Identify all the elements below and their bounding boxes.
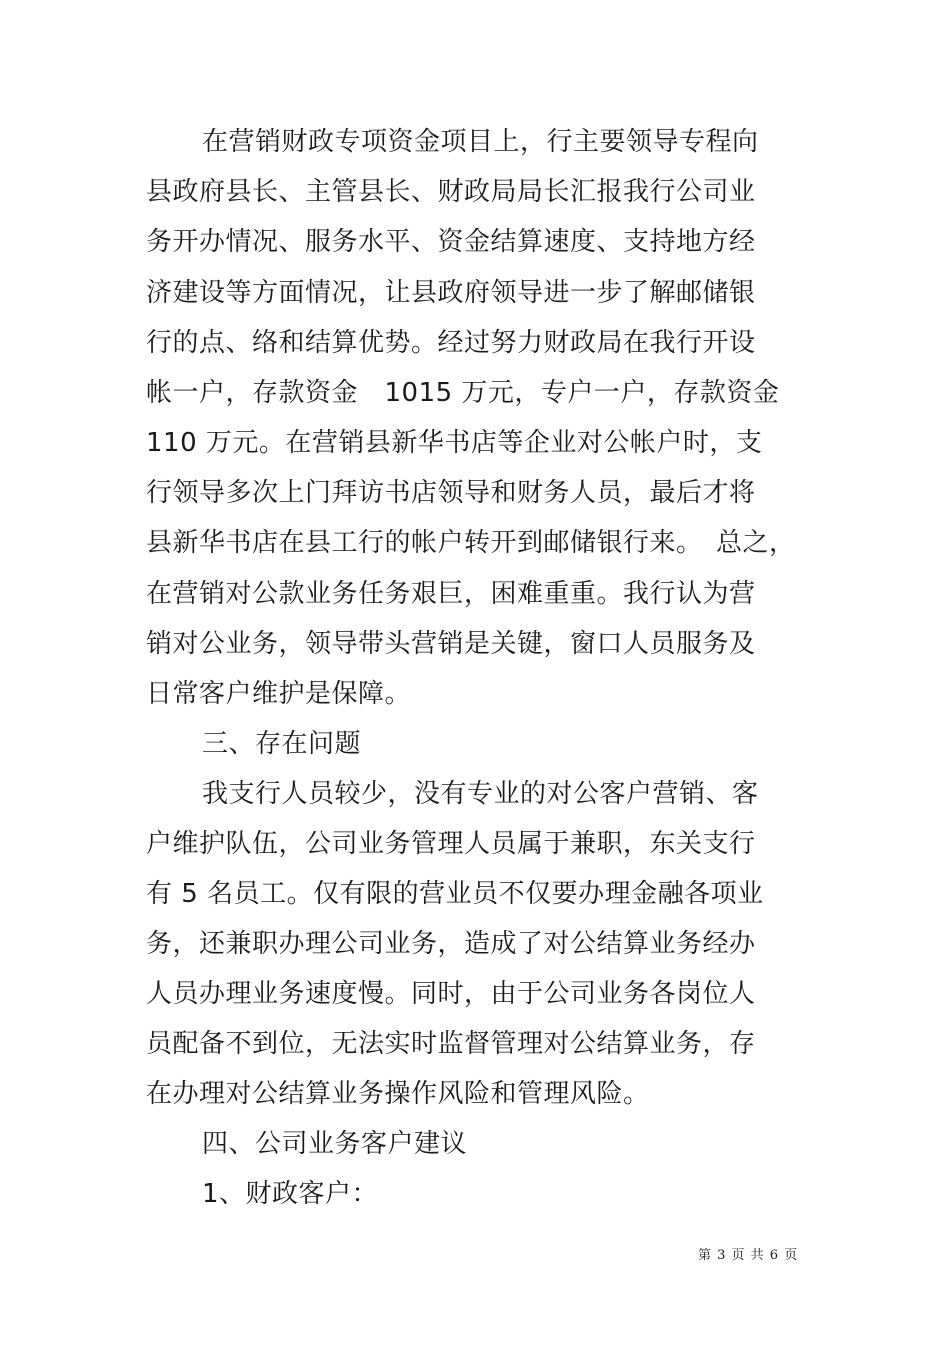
text-line: 县新华书店在县工行的帐户转开到邮储银行来。 总之， xyxy=(146,528,796,558)
text-line: 务开办情况、服务水平、资金结算速度、支持地方经 xyxy=(146,227,756,257)
text-line: 行领导多次上门拜访书店领导和财务人员，最后才将 xyxy=(146,478,756,508)
text-line: 行的点、络和结算优势。经过努力财政局在我行开设 xyxy=(146,328,756,358)
text-line: 有 5 名员工。仅有限的营业员不仅要办理金融各项业 xyxy=(146,879,764,909)
text-line: 户维护队伍，公司业务管理人员属于兼职，东关支行 xyxy=(146,829,756,859)
text-line: 我支行人员较少，没有专业的对公客户营销、客 xyxy=(202,779,759,809)
text-line: 员配备不到位，无法实时监督管理对公结算业务，存 xyxy=(146,1029,756,1059)
text-line: 在营销财政专项资金项目上，行主要领导专程向 xyxy=(202,127,759,157)
text-line: 人员办理业务速度慢。同时，由于公司业务各岗位人 xyxy=(146,979,756,1009)
page-number-footer: 第 3 页 共 6 页 xyxy=(698,1248,799,1263)
text-line: 在办理对公结算业务操作风险和管理风险。 xyxy=(146,1079,650,1109)
section-heading: 四、公司业务客户建议 xyxy=(202,1129,468,1159)
subsection-heading: 1、财政客户： xyxy=(202,1179,379,1209)
text-line: 务，还兼职办理公司业务，造成了对公结算业务经办 xyxy=(146,929,756,959)
text-line: 在营销对公款业务任务艰巨，困难重重。我行认为营 xyxy=(146,579,756,609)
text-line: 日常客户维护是保障。 xyxy=(146,679,412,709)
text-line: 济建设等方面情况，让县政府领导进一步了解邮储银 xyxy=(146,278,756,308)
text-line: 帐一户，存款资金 1015 万元，专户一户，存款资金 xyxy=(146,378,780,408)
text-line: 110 万元。在营销县新华书店等企业对公帐户时，支 xyxy=(146,428,763,458)
text-line: 销对公业务，领导带头营销是关键，窗口人员服务及 xyxy=(146,629,756,659)
section-heading: 三、存在问题 xyxy=(202,729,362,759)
text-line: 县政府县长、主管县长、财政局局长汇报我行公司业 xyxy=(146,177,756,207)
